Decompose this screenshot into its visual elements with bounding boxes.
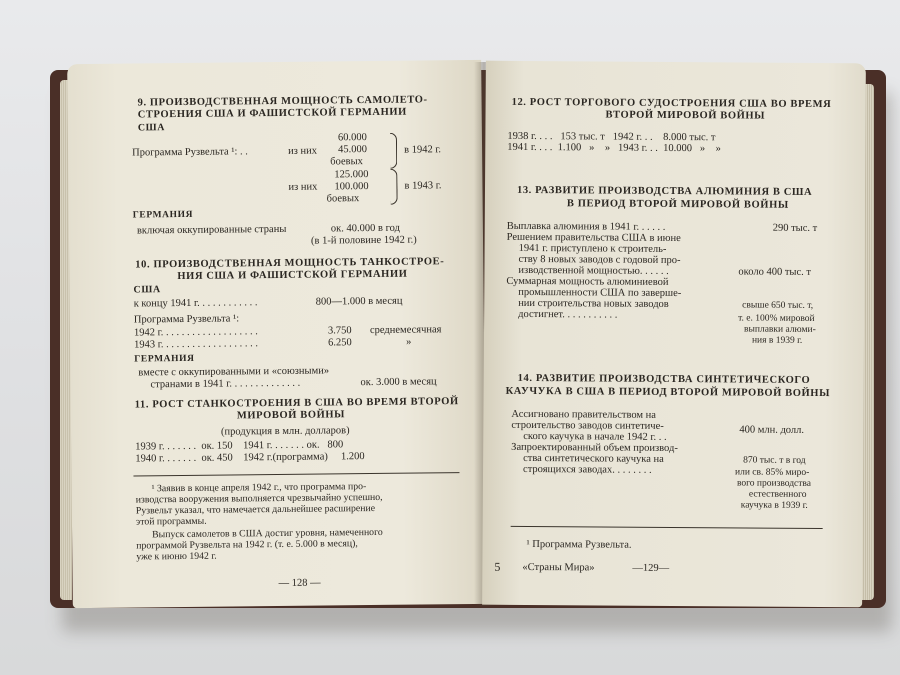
s13-r3-value3: выплавки алюми-: [743, 324, 816, 335]
s14-r2-value5: каучука в 1939 г.: [740, 500, 808, 511]
fn-line1: ¹ Заявив в конце апреля 1942 г., что программа про-: [151, 481, 367, 495]
fn-line5: Выпуск самолетов в США достиг уровня, намеченного: [152, 526, 383, 541]
s9-v2-total: 125.000: [334, 169, 369, 181]
s9-v1-combat: 45.000: [338, 144, 368, 156]
s14-r1-2: строительство заводов синтетиче-: [511, 419, 664, 432]
signature-title: «Страны Мира»: [522, 561, 595, 574]
s9-title-line1: 9. ПРОИЗВОДСТВЕННАЯ МОЩНОСТЬ САМОЛЕТО-: [137, 94, 428, 109]
s12-row1: 1938 г. . . . 153 тыс. т 1942 г. . . 8.000 тыс. т: [507, 130, 716, 144]
s10-ditto: »: [406, 336, 412, 348]
s13-r3-4: достигнет. . . . . . . . . . .: [518, 308, 618, 321]
fn-line4: этой программы.: [135, 515, 207, 528]
left-page-number: — 128 —: [278, 577, 321, 589]
s13-r2-3: ству 8 новых заводов с годовой про-: [518, 253, 681, 267]
s10-end1941: к концу 1941 г. . . . . . . . . . . .: [133, 297, 258, 310]
s14-r2-1: Запроектированный объем производ-: [511, 441, 678, 455]
s10-germany: ГЕРМАНИЯ: [134, 353, 195, 365]
s9-v1-total: 60.000: [337, 132, 367, 144]
s10-monthly: среднемесячная: [369, 324, 442, 337]
s12-title-line2: ВТОРОЙ МИРОВОЙ ВОЙНЫ: [605, 109, 766, 122]
s9-occupied: включая оккупированные страны: [136, 223, 287, 237]
brace-1943: [390, 169, 397, 205]
s10-title-line2: НИЯ США И ФАШИСТСКОЙ ГЕРМАНИИ: [177, 268, 408, 283]
s14-r1-3: ского каучука в начале 1942 г. . .: [523, 430, 667, 443]
s9-combat-1: боевых: [330, 156, 363, 168]
footnote-rule-right: [511, 526, 823, 529]
s13-title-line2: В ПЕРИОД ВТОРОЙ МИРОВОЙ ВОЙНЫ: [566, 198, 789, 211]
s13-r3-2: промышленности США по заверше-: [518, 286, 682, 300]
s10-end1941-value: 800—1.000 в месяц: [315, 295, 403, 308]
s13-r2-value: около 400 тыс. т: [738, 266, 812, 278]
s14-r1-value: 400 млн. долл.: [739, 424, 805, 436]
s9-v2-combat: 100.000: [334, 181, 369, 193]
s9-program-label: Программа Рузвельта ¹: . .: [132, 146, 248, 159]
s9-occupied-note: (в 1-й половине 1942 г.): [310, 234, 417, 247]
s10-row1943-value: 6.250: [328, 337, 352, 349]
s13-r3-value4: ния в 1939 г.: [751, 335, 803, 346]
s11-title-line2: МИРОВОЙ ВОЙНЫ: [236, 409, 346, 422]
s14-r2-value2: или св. 85% миро-: [735, 467, 810, 478]
fn-line6: программой Рузвельта на 1942 г. (т. е. 5.000 в месяц),: [136, 538, 358, 552]
s14-r1-1: Ассигновано правительством на: [511, 408, 657, 421]
right-page-number: —129—: [632, 562, 670, 574]
s10-row1942-value: 3.750: [327, 325, 352, 337]
s9-germany: ГЕРМАНИЯ: [132, 209, 194, 221]
s13-r3-value2: т. е. 100% мировой: [738, 313, 815, 324]
s14-r2-value3: вого производства: [736, 478, 812, 489]
s9-of-them-1: из них: [288, 145, 318, 157]
right-footnote: ¹ Программа Рузвельта.: [526, 538, 632, 551]
s10-usa: США: [133, 284, 161, 296]
signature-number: 5: [494, 559, 501, 574]
s13-title-line1: 13. РАЗВИТИЕ ПРОИЗВОДСТВА АЛЮМИНИЯ В США: [516, 184, 813, 198]
s10-row1942: 1942 г. . . . . . . . . . . . . . . . . . .: [133, 326, 258, 339]
s13-r3-1: Суммарная мощность алюминиевой: [506, 275, 669, 288]
s9-of-them-2: из них: [288, 181, 318, 193]
s13-r1-value: 290 тыс. т: [772, 222, 818, 234]
s13-r3-3: нии строительства новых заводов: [518, 297, 669, 310]
s9-occupied-value: ок. 40.000 в год: [330, 222, 400, 235]
fn-line7: уже к июню 1942 г.: [136, 550, 217, 563]
s14-r2-3: строящихся заводах. . . . . . . .: [523, 463, 652, 476]
s10-allied-value: ок. 3.000 в месяц: [360, 376, 437, 389]
s13-r1: Выплавка алюминия в 1941 г. . . . . .: [506, 220, 666, 233]
s10-program: Программа Рузвельта ¹:: [133, 313, 240, 326]
s10-allied1: вместе с оккупированными и «союзными»: [138, 365, 330, 379]
s11-subtitle: (продукция в млн. долларов): [220, 425, 350, 438]
s13-r2-2: 1941 г. приступлено к строитель-: [518, 242, 667, 255]
s14-r2-2: ства синтетического каучука на: [523, 452, 664, 465]
s9-year1: в 1942 г.: [404, 144, 442, 156]
brace-1942: [390, 133, 397, 169]
s9-year2: в 1943 г.: [404, 180, 442, 192]
s13-r3-value1: свыше 650 тыс. т,: [742, 300, 814, 311]
s10-row1943: 1943 г. . . . . . . . . . . . . . . . . . .: [134, 338, 259, 351]
s11-title-line1: 11. РОСТ СТАНКОСТРОЕНИЯ В США ВО ВРЕМЯ ВТОРОЙ: [134, 396, 459, 411]
s9-combat-2: боевых: [326, 193, 360, 205]
s11-row2: 1940 г. . . . . . . ок. 450 1942 г.(программа) 1.200: [135, 451, 365, 465]
s14-title-line2: КАУЧУКА В США В ПЕРИОД ВТОРОЙ МИРОВОЙ ВОЙНЫ: [505, 385, 831, 400]
s13-r2-1: Решением правительства США в июне: [506, 231, 681, 245]
right-page: [482, 61, 866, 608]
s12-title-line1: 12. РОСТ ТОРГОВОГО СУДОСТРОЕНИЯ США ВО ВРЕМЯ: [511, 96, 832, 111]
s9-title-line2: СТРОЕНИЯ США И ФАШИСТСКОЙ ГЕРМАНИИ: [137, 106, 407, 121]
s9-usa: США: [137, 122, 166, 134]
s14-title-line1: 14. РАЗВИТИЕ ПРОИЗВОДСТВА СИНТЕТИЧЕСКОГО: [517, 372, 811, 386]
footnote-rule-left: [133, 472, 459, 476]
left-page: [67, 60, 487, 608]
s10-allied2: странами в 1941 г. . . . . . . . . . . . . .: [150, 377, 301, 391]
s13-r2-4: изводственной мощностью. . . . . .: [518, 264, 669, 277]
s11-row1: 1939 г. . . . . . . ок. 150 1941 г. . . . . . . ок. 800: [135, 439, 344, 453]
fn-line3: Рузвельт указал, что намечается дальнейшее расширение: [135, 502, 376, 517]
fn-line2: изводства вооружения выполняется чрезвычайно успешно,: [135, 491, 383, 506]
s14-r2-value4: естественного: [748, 489, 807, 500]
s14-r2-value1: 870 тыс. т в год: [743, 455, 806, 466]
s10-title-line1: 10. ПРОИЗВОДСТВЕННАЯ МОЩНОСТЬ ТАНКОСТРОЕ-: [135, 256, 445, 271]
s12-row2: 1941 г. . . . 1.100 » » 1943 г. . . 10.000 » »: [507, 141, 721, 155]
